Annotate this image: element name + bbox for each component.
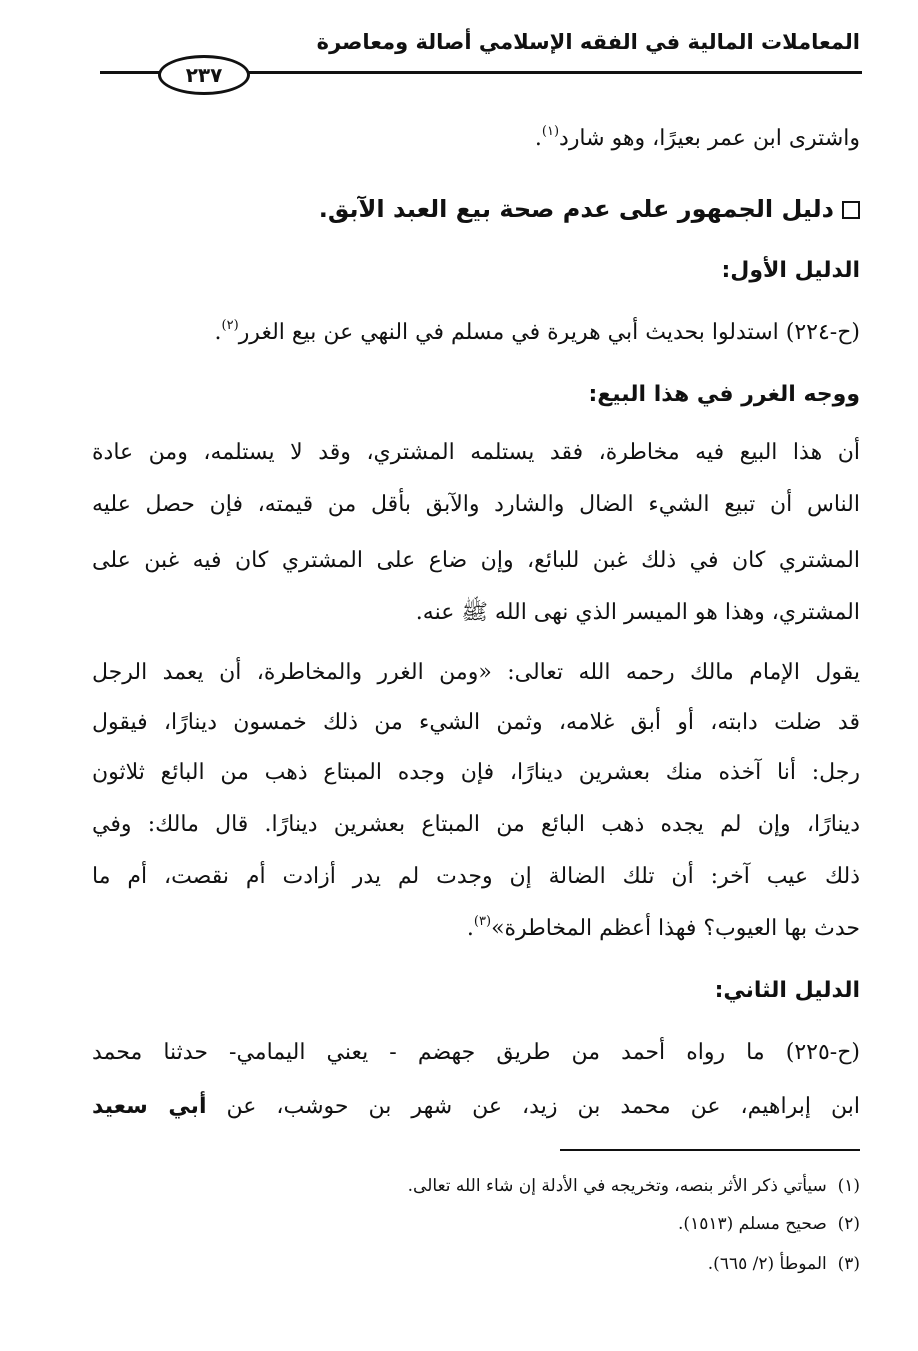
quote-line: حدث بها العيوب؟ فهذا أعظم المخاطرة»$^{(٣)}$.: [466, 914, 860, 941]
running-header-title: المعاملات المالية في الفقه الإسلامي أصالة ومعاصرة: [316, 30, 860, 54]
paragraph-line: أن هذا البيع فيه مخاطرة، فقد يستلمه المشتري، وقد لا يستلمه، ومن عادة: [92, 440, 860, 465]
quote-line: ذلك عيب آخر: أن تلك الضالة إن وجدت لم يدر أزادت أم نقصت، أم ما: [92, 864, 860, 889]
footnote-ref: (١): [541, 124, 560, 139]
square-bullet-icon: [842, 201, 860, 219]
text-line: واشترى ابن عمر بعيرًا، وهو شارد$^{(١)}$.: [534, 124, 860, 151]
quote-line: رجل: أنا آخذه منك بعشرين دينارًا، فإن وجده المبتاع ذهب من البائع ثلاثون: [92, 760, 860, 785]
page-number: ٢٣٧: [185, 63, 223, 87]
footnote-ref: (٣): [473, 914, 492, 929]
paragraph-line: ابن إبراهيم، عن محمد بن زيد، عن شهر بن حوشب، عن أبي سعيد: [92, 1094, 861, 1119]
footnote-separator: [560, 1149, 860, 1151]
page-number-badge: [158, 55, 250, 95]
quote-line: قد ضلت دابته، أو أبق غلامه، وثمن الشيء من ذلك خمسون دينارًا، فيقول: [92, 710, 860, 735]
subheading-second-evidence: الدليل الثاني:: [714, 978, 860, 1003]
paragraph-line: الناس أن تبيع الشيء الضال والشارد والآبق بأقل من قيمته، فإن حصل عليه: [92, 492, 860, 517]
paragraph-line: المشتري كان في ذلك غبن للبائع، وإن ضاع على المشتري كان فيه غبن على: [92, 548, 860, 573]
quote-line: دينارًا، وإن لم يجده ذهب البائع من المبتاع بعشرين دينارًا. قال مالك: وفي: [92, 812, 860, 837]
footnote: (٢) صحيح مسلم (١٥١٣).: [678, 1214, 860, 1234]
subheading-reason: ووجه الغرر في هذا البيع:: [588, 382, 860, 407]
footnote: (٣) الموطأ (٢/ ٦٦٥).: [707, 1254, 860, 1274]
section-heading: دليل الجمهور على عدم صحة بيع العبد الآبق.: [319, 194, 860, 224]
paragraph-line: (ح-٢٢٥) ما رواه أحمد من طريق جهضم - يعني اليمامي- حدثنا محمد: [92, 1040, 860, 1065]
quote-line: يقول الإمام مالك رحمه الله تعالى: «ومن الغرر والمخاطرة، أن يعمد الرجل: [92, 660, 860, 685]
text-line: (ح-٢٢٤) استدلوا بحديث أبي هريرة في مسلم في النهي عن بيع الغرر$^{(٢)}$.: [214, 318, 860, 345]
footnote: (١) سيأتي ذكر الأثر بنصه، وتخريجه في الأدلة إن شاء الله تعالى.: [407, 1176, 860, 1196]
subheading-first-evidence: الدليل الأول:: [721, 258, 860, 283]
paragraph-line: المشتري، وهذا هو الميسر الذي نهى الله ﷺ عنه.: [415, 600, 860, 625]
footnote-ref: (٢): [221, 318, 239, 333]
